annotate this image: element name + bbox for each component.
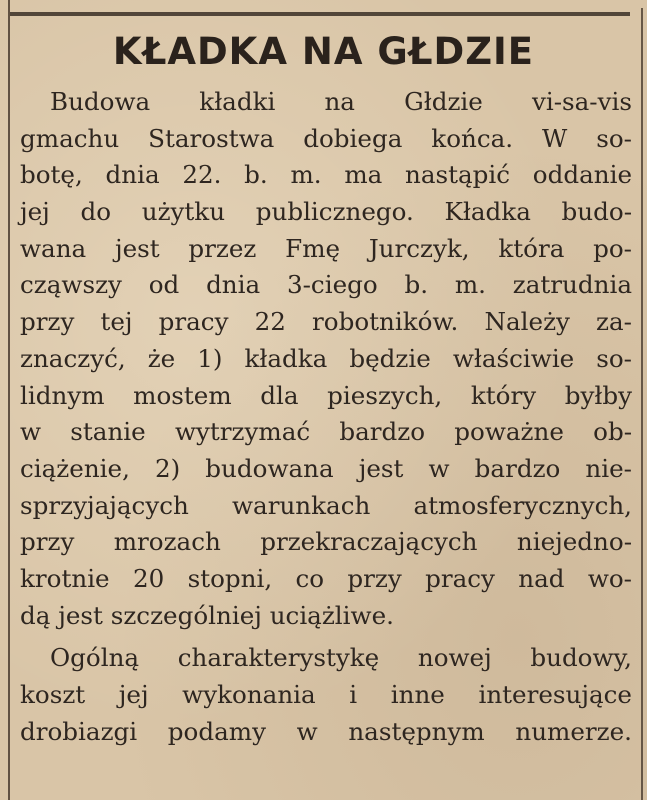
article-body: [20, 84, 632, 750]
text-line: Budowa kładki na Głdzie vi-sa-vis: [50, 87, 632, 116]
right-column-rule: [641, 8, 643, 800]
article-title: KŁADKA NA GŁDZIE: [112, 30, 535, 73]
text-line: botę, dnia 22. b. m. ma nastąpić oddanie: [20, 160, 632, 190]
text-line: sprzyjających warunkach atmosferycznych,: [20, 490, 632, 520]
text-line: ciążenie, 2) budowana jest w bardzo nie-: [20, 453, 632, 483]
text-line: znaczyć, że 1) kładka będzie właściwie so-: [20, 343, 632, 373]
text-line: koszt jej wykonania i inne interesujące: [20, 680, 632, 709]
text-line: przy mrozach przekraczających niejedno-: [20, 527, 632, 557]
text-line: Ogólną charakterystykę nowej budowy,: [50, 643, 632, 673]
text-line: drobiazgi podamy w następnym numerze.: [20, 716, 632, 746]
text-line: jej do użytku publicznego. Kładka budo-: [20, 197, 632, 227]
text-line: krotnie 20 stopni, co przy pracy nad wo-: [20, 563, 632, 593]
text-line: przy tej pracy 22 robotników. Należy za-: [20, 307, 632, 337]
paragraph-2: [20, 640, 632, 750]
text-line: cząwszy od dnia 3-ciego b. m. zatrudnia: [20, 270, 632, 300]
text-line: wana jest przez Fmę Jurczyk, która po-: [20, 233, 632, 263]
text-line: lidnym mostem dla pieszych, który byłby: [20, 380, 632, 410]
text-line: gmachu Starostwa dobiega końca. W so-: [20, 123, 632, 153]
top-rule: [10, 12, 630, 16]
text-line: w stanie wytrzymać bardzo poważne ob-: [20, 417, 632, 447]
text-line: dą jest szczególniej uciążliwe.: [20, 600, 394, 630]
paragraph-1: [20, 84, 632, 634]
left-column-rule: [8, 0, 10, 800]
